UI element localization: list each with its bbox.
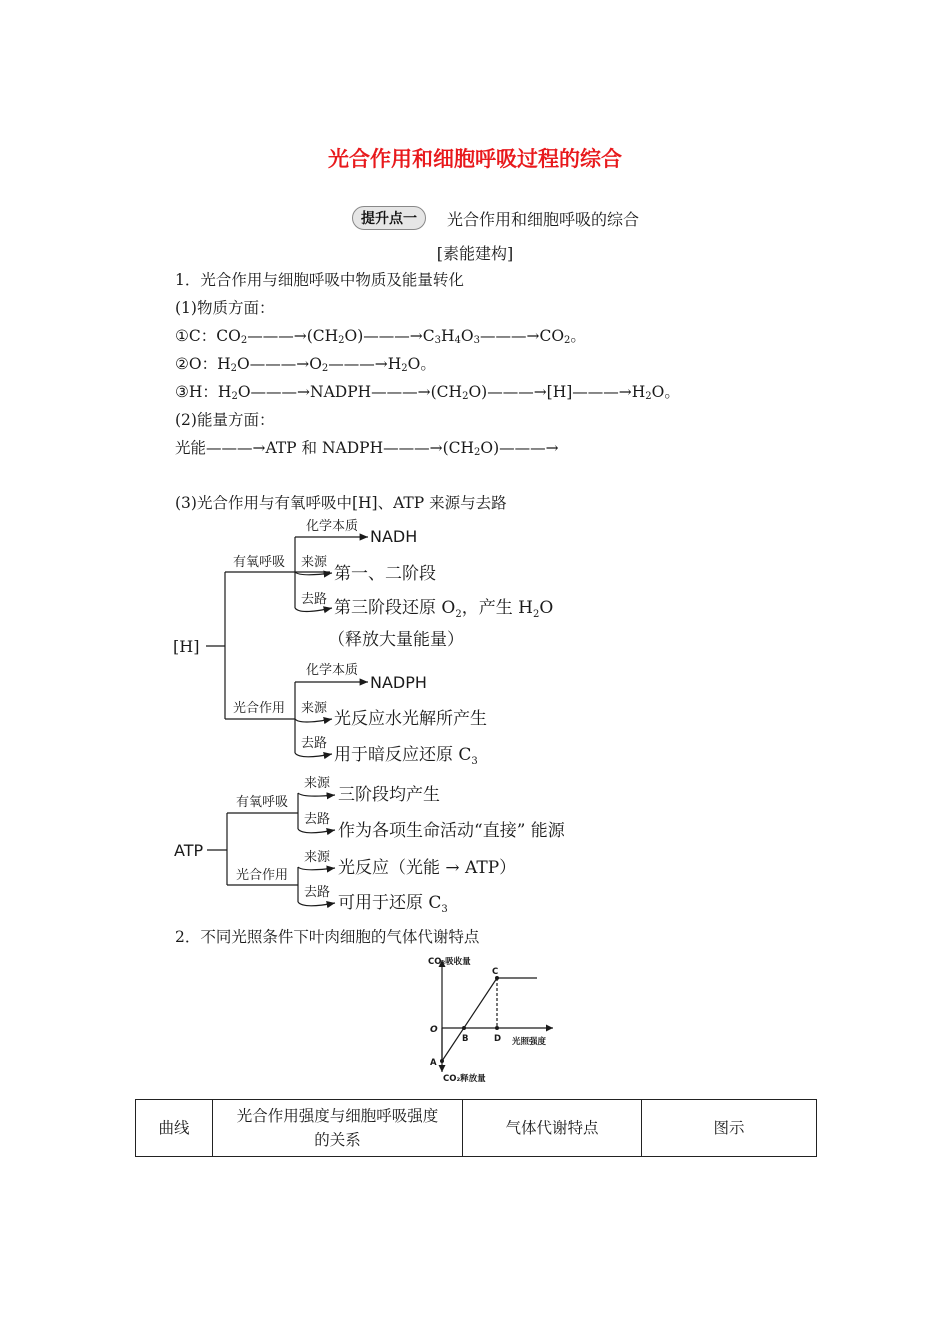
atp-source-label-2: 来源 [304,850,331,865]
matter-heading: (1)物质方面： [175,299,275,317]
atp-aerobic-dest: 作为各项生命活动“直接” 能源 [338,821,565,841]
page-title: 光合作用和细胞呼吸过程的综合 [328,147,622,171]
atp-aerobic-source: 三阶段均产生 [338,785,440,805]
oxygen-path: ②O：$H_2O———\to O_2———\to H_2O$。 [175,355,436,374]
carbon-path: ①C：$CO_2———\to(CH_2O)———\to C_3H_4O_3———\to CO_2$。 [175,327,586,346]
photosynthesis-label: 光合作用 [233,701,286,716]
atp-root-label: ATP [174,841,204,860]
atp-dest-label: 去路 [304,812,331,827]
aerobic-source-text: 第一、二阶段 [334,564,436,584]
energy-heading: (2)能量方面： [175,411,275,429]
x-axis-label: 光照强度 [512,1037,547,1047]
light-co2-graph [425,950,590,1090]
section-heading: [素能建构] [436,244,514,263]
h-root-label: [H] [173,637,200,656]
nadph-text: NADPH [370,673,427,692]
point-a [440,1059,444,1063]
point-2-heading: 2．不同光照条件下叶肉细胞的气体代谢特点 [175,928,480,946]
atp-photo-dest: 可用于还原 $C_3$ [338,893,448,915]
chem-label: 化学本质 [306,519,359,534]
aerobic-dest-note: （释放大量能量） [328,630,464,650]
header-diagram: 图示 [642,1100,817,1157]
header-curve: 曲线 [136,1100,213,1157]
chem-label-2: 化学本质 [306,663,359,678]
dest-label-2: 去路 [301,736,328,751]
energy-path: 光能———→ATP 和 $NADPH———\to(CH_2O)———\to$ [175,439,559,458]
point-1-heading: 1．光合作用与细胞呼吸中物质及能量转化 [175,271,464,289]
point-d-label: D [494,1034,502,1044]
nadh-text: NADH [370,527,418,546]
table-header-row [136,1100,817,1157]
origin-label: O [430,1025,438,1035]
source-label: 来源 [301,555,328,570]
point-b-label: B [462,1034,469,1044]
gas-metabolism-table [135,1099,817,1157]
atp-aerobic-label: 有氧呼吸 [236,795,289,810]
y-axis-up-label: CO₂吸收量 [428,957,471,967]
aerobic-label: 有氧呼吸 [233,555,286,570]
section-badge: 提升点一 [352,206,426,230]
point-d [495,1026,499,1030]
point-b [462,1026,466,1030]
atp-dest-label-2: 去路 [304,885,331,900]
atp-source-label: 来源 [304,776,331,791]
photo-dest-text: 用于暗反应还原 $C_3$ [334,745,478,767]
h-atp-source-diagram [170,515,630,915]
dest-label: 去路 [301,592,328,607]
atp-photo-label: 光合作用 [236,868,289,883]
header-relation: 光合作用强度与细胞呼吸强度 的关系 [213,1100,463,1157]
y-axis-down-label: CO₂释放量 [443,1074,486,1084]
section-subtitle: 光合作用和细胞呼吸的综合 [447,210,640,229]
point-3-heading: (3)光合作用与有氧呼吸中[H]、ATP 来源与去路 [175,494,507,512]
source-label-2: 来源 [301,701,328,716]
point-a-label: A [430,1058,437,1068]
photo-source-text: 光反应水光解所产生 [334,709,487,729]
hydrogen-path: ③H：$H_2O———\to NADPH———\to(CH_2O)———\to[H]———\to H_2O$。 [175,383,680,402]
point-c-label: C [492,967,499,977]
aerobic-dest-text: 第三阶段还原 $O_2$，产生 $H_2O$ [334,598,554,620]
atp-photo-source: 光反应（光能 → ATP） [338,858,517,878]
header-gas-feature: 气体代谢特点 [463,1100,642,1157]
